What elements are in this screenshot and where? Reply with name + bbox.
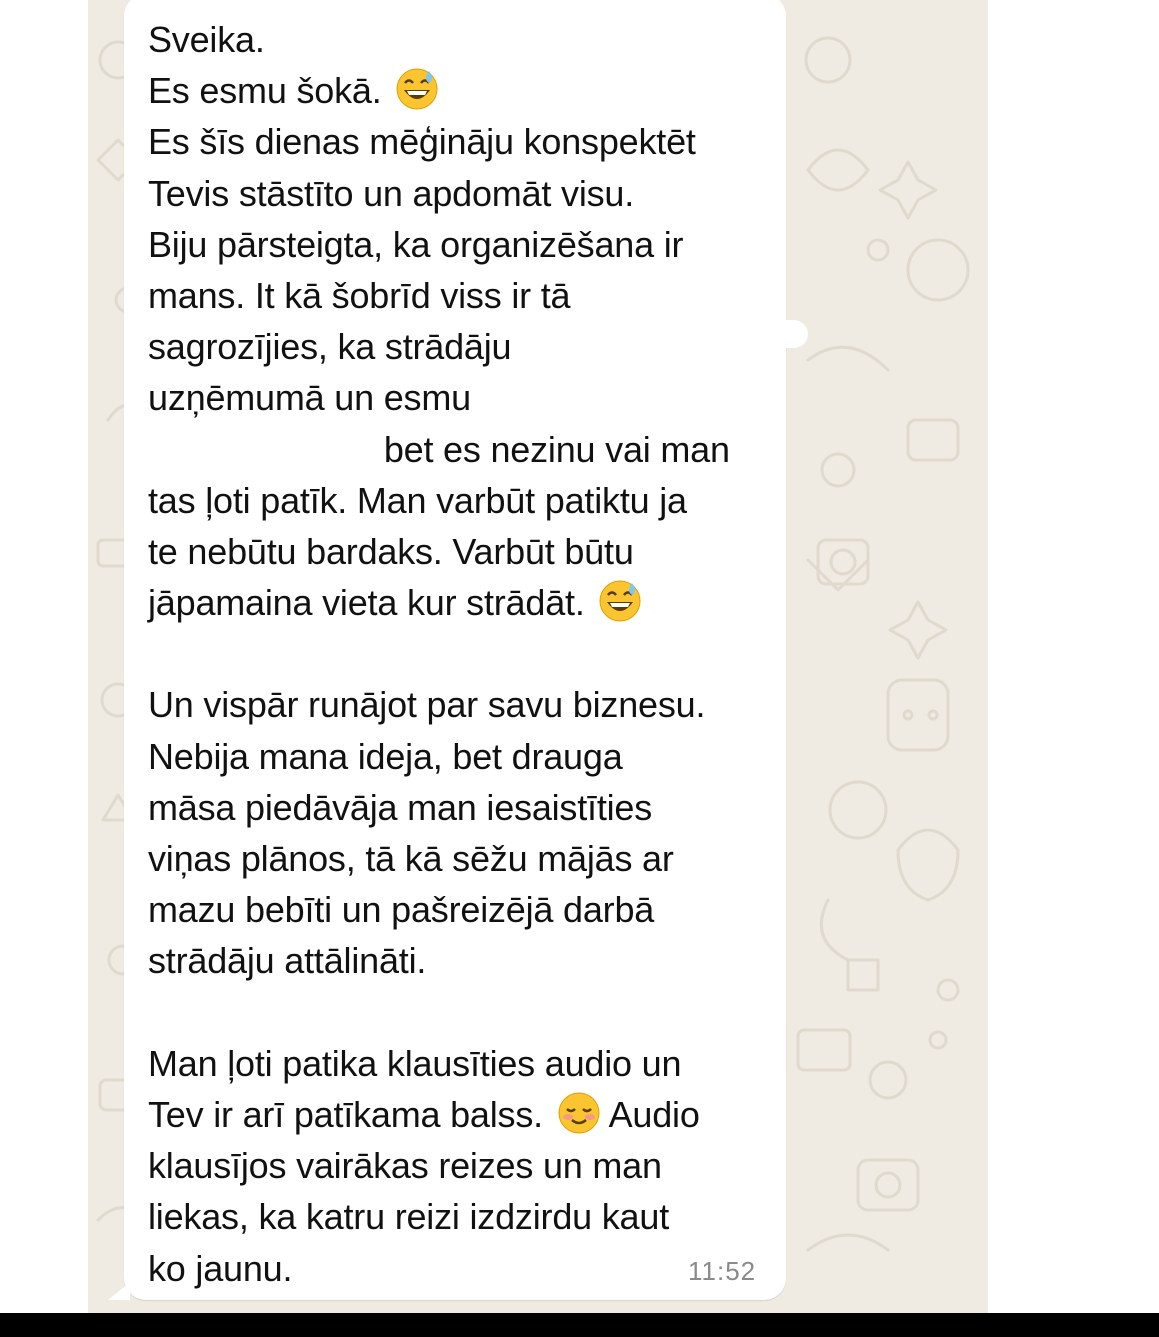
message-timestamp: 11:52 <box>688 1256 757 1286</box>
message-line: Nebija mana ideja, bet drauga <box>148 735 623 777</box>
redacted-text <box>481 376 581 416</box>
redacted-text <box>148 428 374 468</box>
message-line: te nebūtu bardaks. Varbūt būtu <box>148 530 634 572</box>
message-line: klausījos vairākas reizes un man <box>148 1145 662 1187</box>
message-line: jāpamaina vieta kur strādāt. <box>148 577 778 628</box>
message-line: Man ļoti patika klausīties audio un <box>148 1042 682 1084</box>
redacted-text <box>511 325 701 365</box>
message-line: Tevis stāstīto un apdomāt visu. <box>148 172 635 214</box>
message-line: Tev ir arī patīkama balss. Audio <box>148 1089 778 1140</box>
message-line-blank <box>148 987 778 1038</box>
message-line: viņas plānos, tā kā sēžu mājās ar <box>148 838 674 879</box>
message-line: Es šīs dienas mēģināju konspektēt <box>148 121 696 163</box>
message-line: sagrozījies, ka strādāju <box>148 321 778 372</box>
sweat-smile-emoji-icon <box>598 579 642 623</box>
message-line-blank <box>148 628 778 679</box>
message-line: Es esmu šokā. <box>148 65 778 116</box>
message-line: strādāju attālināti. <box>148 940 427 982</box>
message-bubble-tail <box>108 1282 130 1300</box>
message-line: Biju pārsteigta, ka organizēšana ir <box>148 223 684 265</box>
message-line: ko jaunu. <box>148 1247 293 1289</box>
message-line: Un vispār runājot par savu biznesu. <box>148 684 706 726</box>
message-text <box>148 14 778 1294</box>
message-line: liekas, ka katru reizi izdzirdu kaut <box>148 1196 670 1238</box>
message-line: mazu bebīti un pašreizējā darbā <box>148 889 655 931</box>
message-line: bet es nezinu vai man <box>148 424 778 475</box>
smiling-face-emoji-icon <box>557 1091 601 1135</box>
message-line: māsa piedāvāja man iesaistīties <box>148 786 653 828</box>
message-line: Sveika. <box>148 19 265 60</box>
message-line: tas ļoti patīk. Man varbūt patiktu ja <box>148 479 687 521</box>
sweat-smile-emoji-icon <box>395 67 439 111</box>
message-line: mans. It kā šobrīd viss ir tā <box>148 274 571 316</box>
screen-bottom-edge <box>0 1313 1159 1337</box>
message-line: uzņēmumā un esmu <box>148 372 778 423</box>
